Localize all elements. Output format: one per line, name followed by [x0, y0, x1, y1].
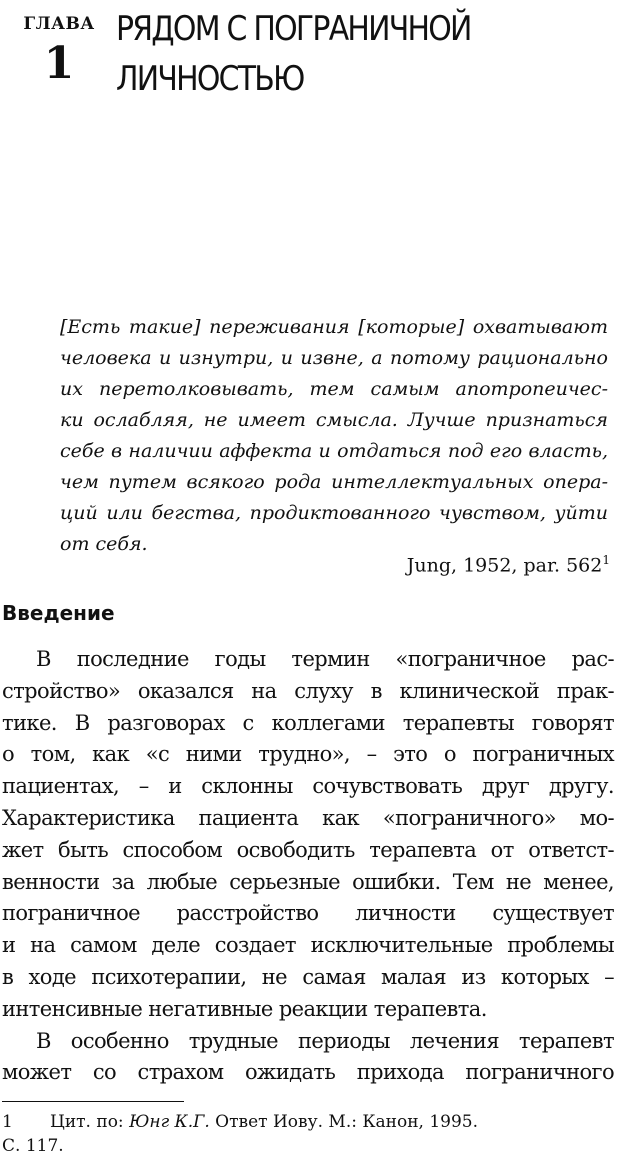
paragraph-line: в ходе психотерапии, не самая малая из которых – — [2, 964, 614, 989]
footnote-source: Ответ Иову. М.: Канон, 1995. — [209, 1112, 479, 1132]
paragraph-line: тике. В разговорах с коллегами терапевты говорят — [2, 710, 614, 735]
chapter-title-line: РЯДОМ С ПОГРАНИЧНОЙ — [116, 9, 471, 49]
paragraph-line: пограничное расстройство личности существует — [2, 901, 614, 926]
footnote-ref: 1 — [602, 553, 610, 567]
epigraph-line: ки ослабляя, не имеет смысла. Лучше признаться — [60, 409, 608, 431]
epigraph-line: чем путем всякого рода интеллектуальных опера- — [60, 471, 608, 493]
footnote-line: С. 117. — [2, 1136, 64, 1156]
footnote-author: Юнг К.Г. — [129, 1112, 210, 1132]
epigraph-line: себе в наличии аффекта и отдаться под его власть, — [60, 440, 608, 462]
paragraph-line: о том, как «с ними трудно», – это о пограничных — [2, 742, 614, 767]
paragraph-line: В особенно трудные периоды лечения терапевт — [36, 1028, 614, 1053]
paragraph-line: В последние годы термин «пограничное рас- — [36, 647, 614, 671]
epigraph-line: [Есть такие] переживания [которые] охватывают — [60, 316, 608, 338]
footnote-number: 1 — [2, 1112, 13, 1132]
epigraph-line: ций или бегства, продиктованного чувством, уйти — [60, 502, 608, 524]
chapter-title-line: ЛИЧНОСТЬЮ — [116, 59, 304, 99]
footnote-rule — [2, 1101, 184, 1102]
paragraph-line: Характеристика пациента как «пограничного» мо- — [2, 805, 614, 830]
epigraph-line: человека и изнутри, и извне, а потому рационально — [60, 347, 608, 369]
chapter-number: 1 — [43, 38, 75, 89]
citation-text: Jung, 1952, par. 562 — [406, 554, 603, 577]
body-text — [2, 644, 614, 1089]
section-heading: Введение — [2, 601, 115, 625]
footnote-prefix: Цит. по: — [50, 1112, 130, 1132]
epigraph-line: от себя. — [60, 533, 148, 555]
paragraph-line: жет быть способом освободить терапевта от ответст- — [2, 837, 614, 862]
chapter-label — [10, 14, 108, 88]
footnote-line — [2, 1110, 614, 1134]
paragraph-line: и на самом деле создает исключительные проблемы — [2, 933, 614, 958]
epigraph-line: их перетолковывать, тем самым апотропеичес- — [60, 378, 608, 400]
chapter-word: ГЛАВА — [23, 14, 95, 34]
paragraph-line: стройство» оказался на слуху в клинической прак- — [2, 678, 614, 703]
epigraph-citation — [407, 553, 610, 576]
chapter-title — [116, 4, 556, 104]
footnote — [2, 1110, 614, 1158]
paragraph-line: интенсивные негативные реакции терапевта. — [2, 996, 487, 1021]
epigraph — [60, 312, 608, 560]
paragraph-line: может со страхом ожидать прихода пограничного — [2, 1060, 614, 1085]
paragraph-line: венности за любые серьезные ошибки. Тем не менее, — [2, 869, 614, 894]
paragraph-line: пациентах, – и склонны сочувствовать друг другу. — [2, 774, 614, 799]
